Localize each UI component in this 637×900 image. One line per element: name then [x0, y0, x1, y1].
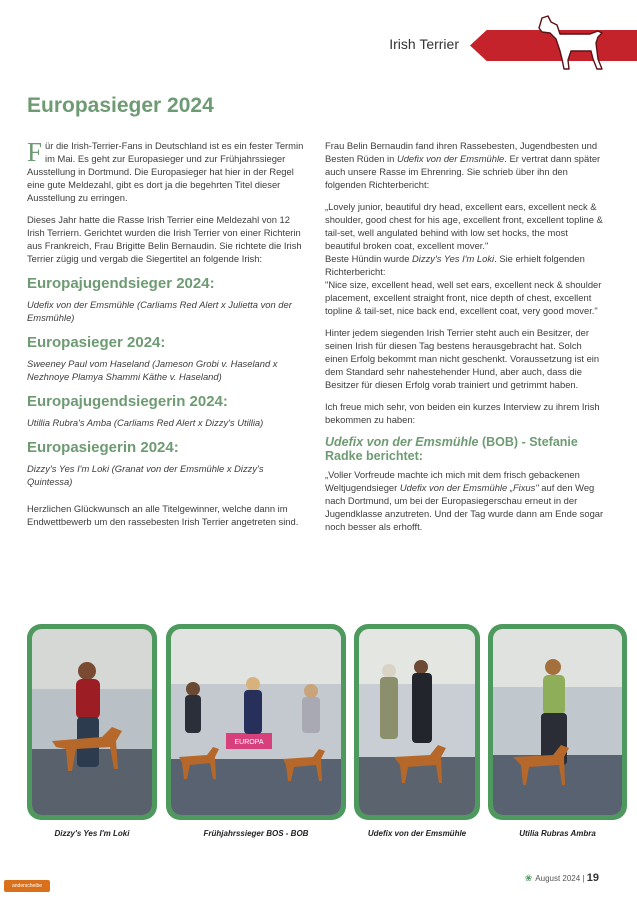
winner-title: Europajugendsieger 2024:: [27, 275, 215, 292]
owners-paragraph: Hinter jedem siegenden Irish Terrier steht auch ein Besitzer, der seinen Irish für diesen Tag bestens herausgebracht hat. Solch einen Erfolg bekommt man nicht geschenkt. Voraussetzung ist ein dem Standard sehr nahestehender Hund, aber auch, dass die Besitzer für diesen Erfolg vorab trainiert und getrimmt haben.: [325, 327, 600, 390]
intro-text: ür die Irish-Terrier-Fans in Deutschland ist es ein fester Termin im Mai. Es geht zur Europasieger und zur Frühjahrssieger Ausstellung in Dortmund. Die Europasieger hat hier in der Regel eine gute Meldezahl, gibt es dort ja die begehrten Titel dieser Ausstellung zu erringen.: [27, 140, 304, 203]
judge-report-dog: „Lovely junior, beautiful dry head, excellent ears, excellent neck & shoulder, good chest for his age, excellent front, excellent topline & tail-set, well angulated behind with low set hocks, the most beautiful broken coat, excellent mover.": [325, 201, 603, 251]
photo-ambra: [488, 624, 627, 820]
best-bitch-text: Beste Hündin wurde: [325, 253, 413, 264]
photo-bos-bob: [166, 624, 346, 820]
best-bitch-text-end: . Sie erhielt folgenden Richterbericht:: [325, 253, 585, 277]
photo-udefix: [354, 624, 480, 820]
intro-paragraph: [27, 139, 306, 204]
winner-title: Europasieger 2024:: [27, 334, 166, 351]
page-number: 19: [586, 872, 599, 884]
photo-caption: Frühjahrssieger BOS - BOB: [203, 829, 309, 838]
left-column: [27, 139, 306, 537]
dog-name: Udefix von der Emsmühle: [396, 153, 505, 164]
publisher-logo: anderscheibe: [4, 880, 50, 892]
judge-text: Frau Belin Bernaudin fand ihren Rassebesten, Jugendbesten und Besten Rüden in: [325, 140, 598, 164]
interview-text: „Voller Vorfreude machte ich mich mit dem frisch gebackenen Weltjugendsieger: [325, 469, 580, 493]
drop-cap: F: [27, 137, 43, 167]
dog-name: Dizzy's Yes I'm Loki: [412, 253, 495, 264]
photo-caption: Utilia Rubras Ambra: [519, 829, 596, 838]
winner-title: Europasiegerin 2024:: [27, 439, 179, 456]
interview-heading: [325, 435, 605, 463]
entry-paragraph: Dieses Jahr hatte die Rasse Irish Terrier eine Meldezahl von 12 Irish Terriern. Gerichtet wurden die Irish Terrier von einer Richterin aus Frankreich, Frau Brigitte Belin Bernaudin. Sie richtete die Irish Terrier zügig und vergab die Siegertitel an folgende Irish:: [27, 214, 302, 264]
article-title: Europasieger 2024: [27, 94, 214, 117]
photo-image: [493, 629, 622, 815]
paw-icon: ❀: [524, 873, 533, 883]
best-bitch-line: [325, 252, 605, 278]
winner-dog: Dizzy's Yes I'm Loki (Granat von der Emsmühle x Dizzy's Quintessa): [27, 463, 264, 487]
photo-strip: [27, 624, 627, 820]
page-header: [0, 28, 637, 64]
photo-image: [171, 629, 341, 815]
interview-intro: Ich freue mich sehr, von beiden ein kurzes Interview zu ihrem Irish bekommen zu haben:: [325, 401, 600, 425]
winner-dog: Utillia Rubra's Amba (Carliams Red Alert x Dizzy's Utillia): [27, 417, 264, 428]
right-column: [325, 139, 605, 542]
winner-dog: Sweeney Paul vom Haseland (Jameson Grobi v. Haseland x Nezhnoye Plamya Shammi Käthe v. Haseland): [27, 358, 278, 382]
judge-paragraph: [325, 139, 605, 191]
photo-caption: Udefix von der Emsmühle: [367, 829, 467, 838]
terrier-logo-icon: [528, 14, 604, 74]
photo-image: [359, 629, 475, 815]
section-label: Irish Terrier: [389, 36, 459, 52]
winner-title: Europajugendsiegerin 2024:: [27, 393, 228, 410]
interview-dog-quote: Udefix von der Emsmühle „Fixus": [399, 482, 539, 493]
page-footer: ❀ August 2024 | 19: [524, 872, 599, 884]
photo-caption: Dizzy's Yes I'm Loki: [54, 829, 130, 838]
interview-text-end: auf den Weg nach Dortmund, um bei der Europasiegerschau erneut in der Jugendklasse anzutreten. Und der Tag wurde dann am Ende sogar noch besser als erhofft.: [325, 482, 604, 532]
interview-paragraph: [325, 468, 605, 533]
interview-dog: Udefix von der Emsmühle: [325, 435, 479, 449]
congrats-paragraph: Herzlichen Glückwunsch an alle Titelgewinner, welche dann im Endwettbewerb um den rassebesten Irish Terrier angetreten sind.: [27, 503, 299, 527]
photo-image: [32, 629, 152, 815]
judge-report-bitch: "Nice size, excellent head, well set ears, excellent neck & shoulder placement, excellent straight front, nice depth of chest, excellent topline & tail-set, nice back end, excellent coat, very good mover.": [325, 279, 602, 316]
banner-text: EUROPA: [234, 739, 264, 746]
issue-date: August 2024: [535, 874, 581, 883]
interview-heading-suffix: (BOB) - Stefanie Radke berichtet:: [325, 435, 578, 463]
judge-text-end: . Er vertrat dann später auch unsere Rasse im Ehrenring. Sie schrieb über ihn den folgenden Richterbericht:: [325, 153, 601, 190]
photo-loki: [27, 624, 157, 820]
winner-dog: Udefix von der Emsmühle (Carliams Red Alert x Julietta von der Emsmühle): [27, 299, 292, 323]
